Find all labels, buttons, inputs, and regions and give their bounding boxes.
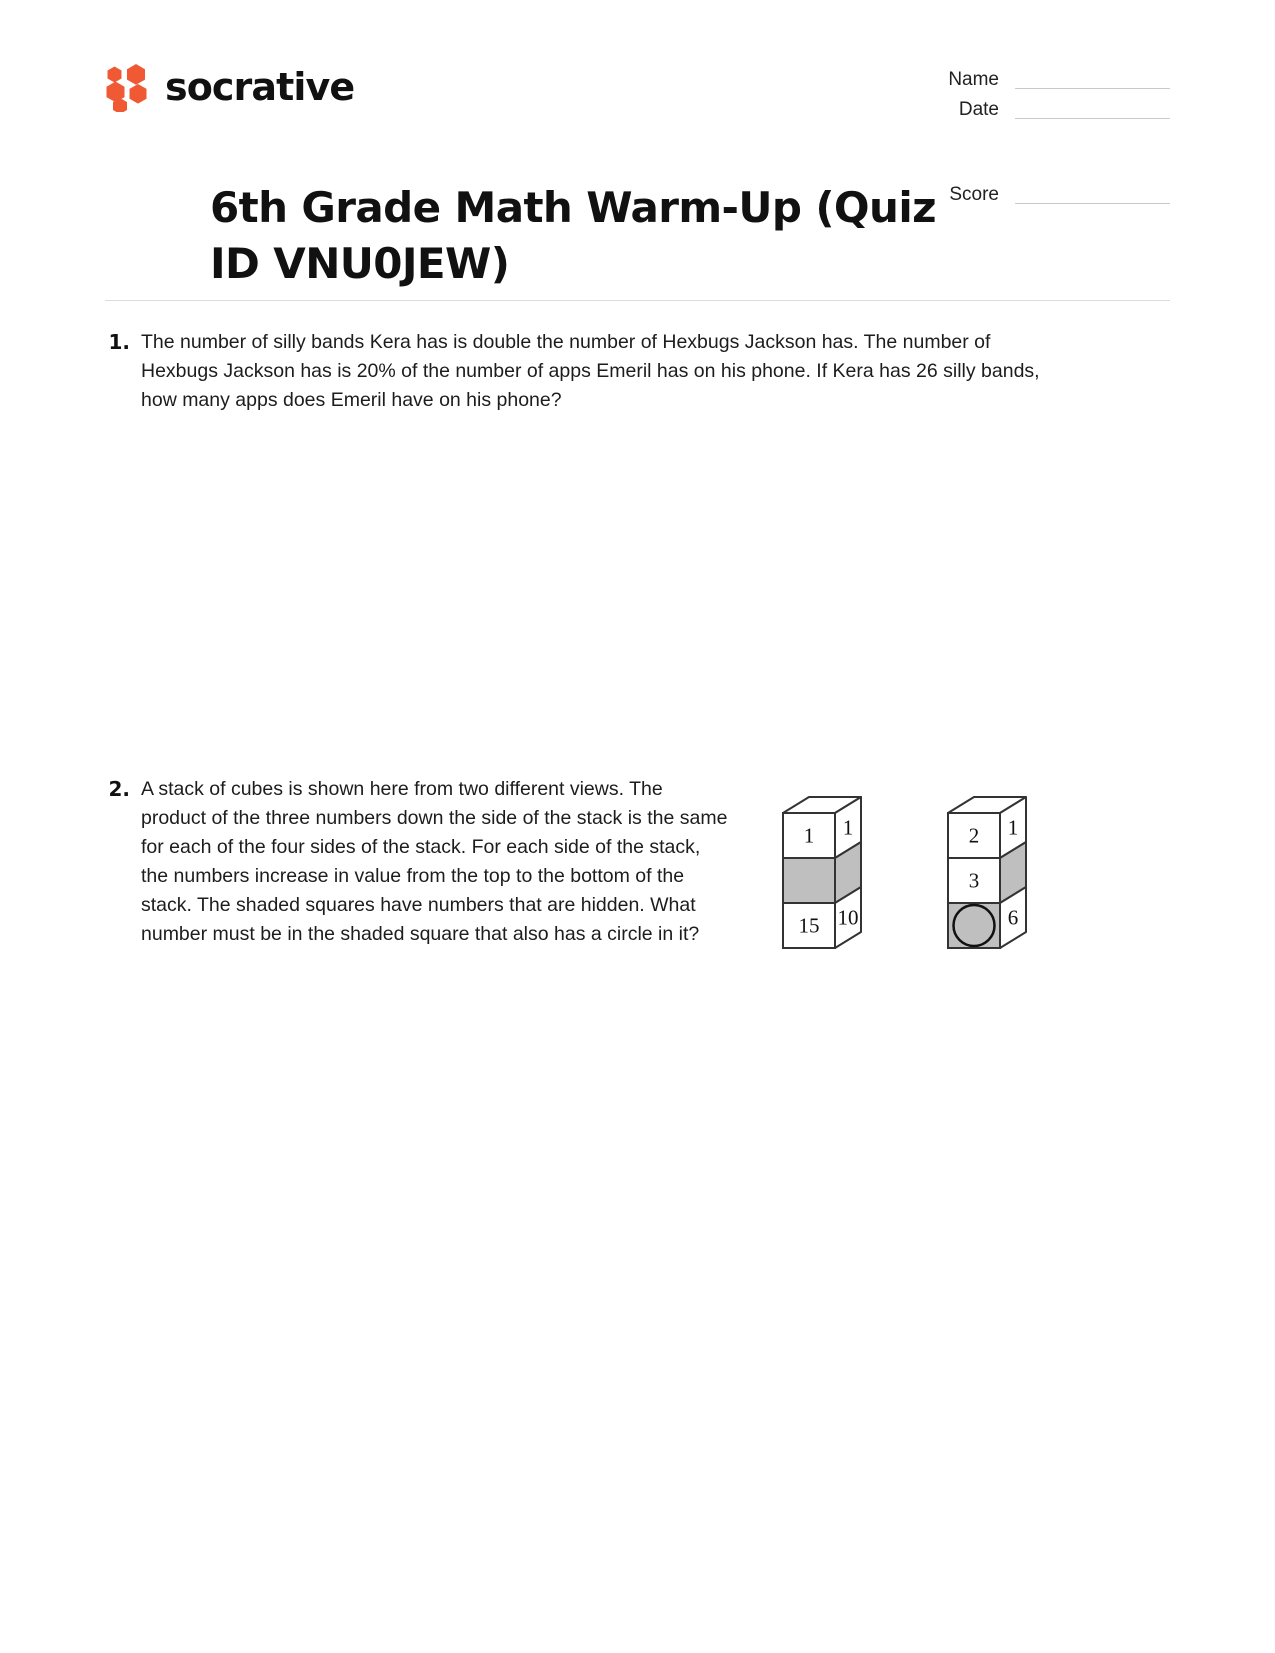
svg-text:2: 2	[968, 823, 980, 848]
svg-text:1: 1	[1007, 815, 1019, 840]
page-header	[105, 0, 1170, 288]
question-text-2: A stack of cubes is shown here from two different views. The product of the three numbers down the side of the stack is the same for each of the four sides of the stack. For each side of the stack, the numbers increase in value from the top to the bottom of the stack. The shaded squares have numbers that are hidden. What number must be in the shaded square that also has a circle in it?	[141, 778, 728, 945]
date-label: Date	[958, 99, 999, 120]
cube-stack-figure	[771, 775, 1051, 983]
date-field-row	[870, 100, 1170, 119]
question-text-1: The number of silly bands Kera has is double the number of Hexbugs Jackson has. The number of Hexbugs Jackson has is 20% of the number of apps Emeril has on his phone. If Kera has 26 silly bands, how many apps does Emeril have on his phone?	[141, 331, 1040, 411]
svg-text:1: 1	[803, 823, 815, 848]
answer-space-1[interactable]	[141, 415, 1046, 715]
right-cube-stack	[936, 783, 1051, 983]
hexagon-cluster-icon	[105, 62, 151, 112]
score-input-line[interactable]	[1015, 186, 1170, 204]
page-title: 6th Grade Math Warm-Up (Quiz ID VNU0JEW)	[210, 183, 936, 288]
name-input-line[interactable]	[1015, 71, 1170, 89]
socrative-logo	[105, 62, 354, 112]
question-body-1	[141, 328, 1046, 715]
brand-name: socrative	[165, 65, 355, 109]
name-label: Name	[948, 69, 999, 90]
name-field-row	[870, 70, 1170, 89]
question-item-2	[105, 775, 1170, 983]
left-cube-stack	[771, 783, 886, 983]
svg-text:15: 15	[798, 913, 820, 938]
svg-text:10: 10	[837, 905, 859, 930]
question-item-1	[105, 328, 1170, 715]
svg-text:1: 1	[842, 815, 854, 840]
date-input-line[interactable]	[1015, 101, 1170, 119]
question-body-2	[141, 775, 1170, 983]
svg-text:3: 3	[968, 868, 980, 893]
question-list	[105, 328, 1170, 983]
score-label: Score	[949, 184, 999, 205]
question-number-2: 2.	[108, 777, 130, 801]
header-divider	[105, 300, 1170, 301]
question-number-1: 1.	[108, 330, 130, 354]
svg-text:6: 6	[1007, 905, 1019, 930]
